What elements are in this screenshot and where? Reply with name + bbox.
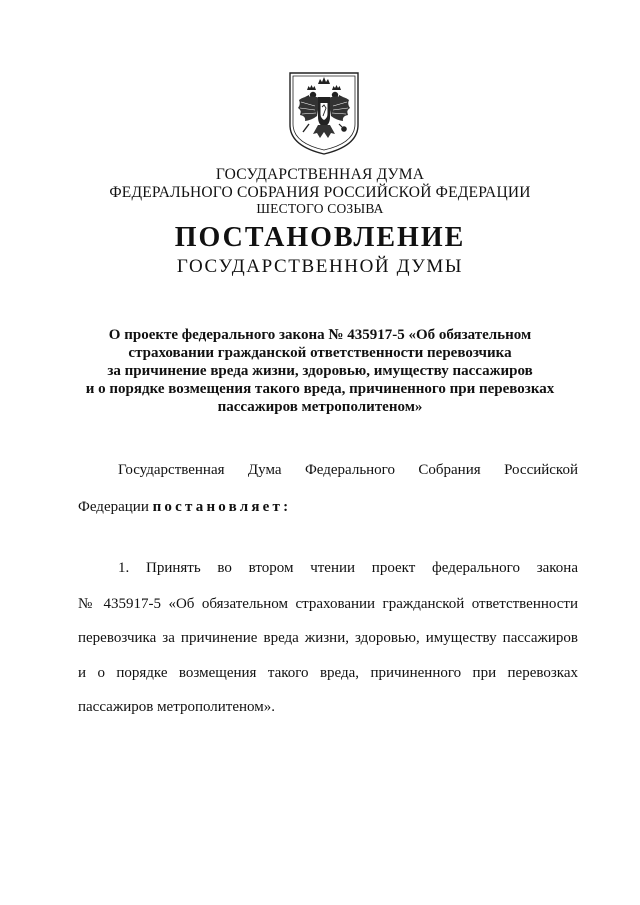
subject-line: О проекте федерального закона № 435917-5 «Об обязательном [108,327,532,343]
subject-line: за причинение вреда жизни, здоровью, имуществу пассажиров [107,363,533,379]
item1-line: № 435917-5 «Об обязательном страховании гражданской ответственности [78,596,578,612]
preamble-line-2 [78,499,578,516]
org-name-line-1: ГОСУДАРСТВЕННАЯ ДУМА [215,166,425,183]
org-name-line-2: ФЕДЕРАЛЬНОГО СОБРАНИЯ РОССИЙСКОЙ ФЕДЕРАЦИИ [109,184,531,201]
preamble-text: Федерации [78,499,153,515]
document-title: ПОСТАНОВЛЕНИЕ [174,222,466,253]
decree-word: постановляет: [152,499,292,515]
subject-line: страховании гражданской ответственности перевозчика [128,345,512,361]
item1-line: перевозчика за причинение вреда жизни, здоровью, имуществу пассажиров [78,630,578,646]
subject-line: и о порядке возмещения такого вреда, причиненного при перевозках [85,381,555,397]
document-subtitle: ГОСУДАРСТВЕННОЙ ДУМЫ [176,256,464,277]
russian-coat-of-arms-icon [287,70,361,156]
item1-line: и о порядке возмещения такого вреда, причиненного при перевозках [78,665,578,681]
subject-line: пассажиров метрополитеном» [217,399,423,415]
preamble-line-1: Государственная Дума Федерального Собрания Российской [118,462,578,478]
item1-line: пассажиров метрополитеном». [78,699,275,715]
convocation-line: ШЕСТОГО СОЗЫВА [256,201,384,216]
item1-line: 1. Принять во втором чтении проект федерального закона [118,560,578,576]
document-subject [60,326,580,416]
